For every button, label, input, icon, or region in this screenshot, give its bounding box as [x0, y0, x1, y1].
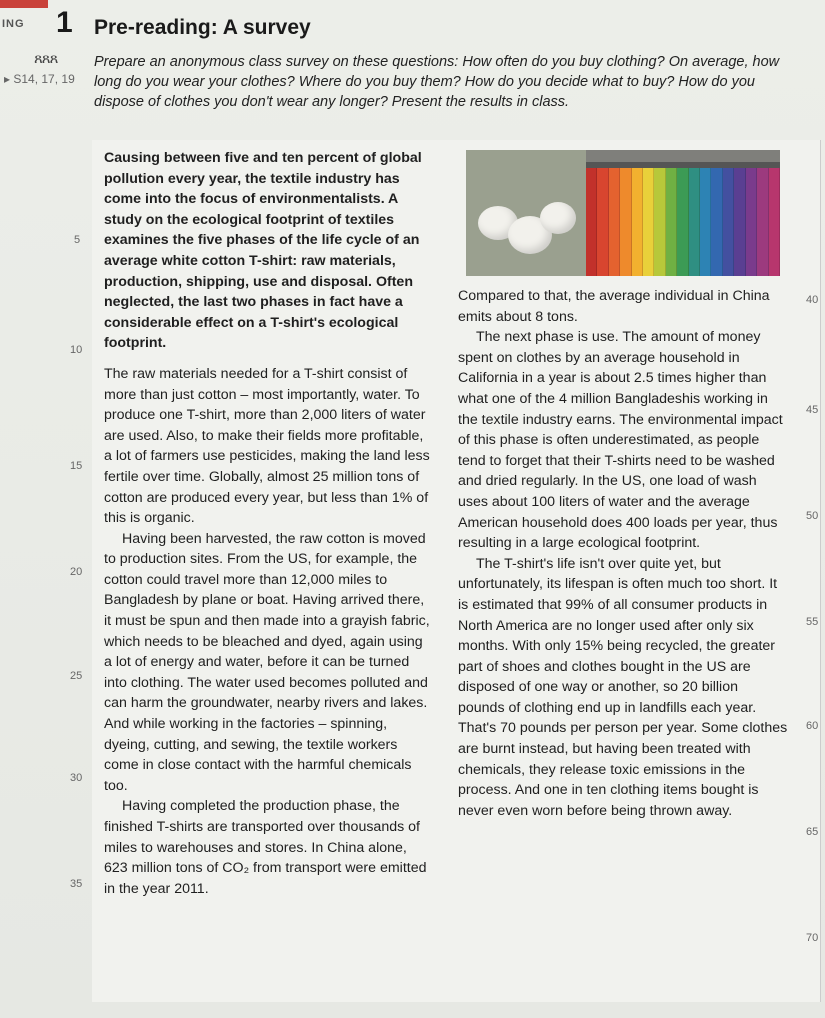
shirt-swatch	[757, 168, 768, 276]
line-number: 25	[70, 670, 83, 682]
exercise-title: Pre-reading: A survey	[94, 16, 311, 39]
paragraph-raw-materials: The raw materials needed for a T-shirt consist of more than just cotton – most importantly, water. To produce one T-shirt, more than 2,000 liters of water are used. Also, to make their fields more profitable, a lot of farmers use pesticides, making the land less fertile over time. Globally, almost 25 million tons of cotton are produced every year, but less than 1% of this is organic.	[104, 365, 430, 527]
shirt-swatch	[666, 168, 677, 276]
shirt-swatch	[654, 168, 665, 276]
shirt-swatch	[746, 168, 757, 276]
paragraph-shipping-cont: Compared to that, the average individual in China emits about 8 tons.	[458, 288, 770, 325]
article-column-right	[458, 286, 788, 821]
line-number: 50	[806, 510, 819, 522]
line-number: 65	[806, 826, 819, 838]
section-tab: ING	[2, 18, 25, 30]
section-color-bar	[0, 0, 48, 8]
line-number: 45	[806, 404, 819, 416]
shirt-swatch	[677, 168, 688, 276]
shirt-swatch	[586, 168, 597, 276]
line-number: 10	[70, 344, 83, 356]
paragraph-use: The next phase is use. The amount of money spent on clothes by an average household in California in a year is about 2.5 times higher than what one of the 4 million Bangladeshis working in the textile industry earns. The environmental impact of this phase is often underestimated, as people tend to forget that their T-shirts need to be washed and dried regularly. In the US, one load of wash uses about 100 liters of water and the average American household does 400 loads per year, thus resulting in a large ecological footprint.	[458, 329, 783, 552]
shirt-swatch	[632, 168, 643, 276]
shirt-swatch	[711, 168, 722, 276]
paragraph-production: Having been harvested, the raw cotton is moved to production sites. From the US, for example, the cotton could travel more than 12,000 miles to Bangladesh by plane or boat. Having arrived there, it must be spun and then made into a grayish fabric, which needs to be bleached and dyed, again using a lot of energy and water, before it can be turned into clothing. The water used becomes polluted and can harm the groundwater, nearby rivers and lakes. And while working in the factories – spinning, dyeing, cutting, and sewing, the textile workers come in close contact with the harmful chemicals too.	[104, 530, 430, 794]
shirt-swatch	[723, 168, 734, 276]
paragraph-disposal: The T-shirt's life isn't over quite yet, but unfortunately, its lifespan is often much too short. It is estimated that 99% of all consumer products in North America are no longer used after only six months. With only 15% being recycled, the greater part of shoes and clothes bought in the US are disposed of one way or another, so 20 billion pounds of clothing end up in landfills each year. That's 70 pounds per person per year. Some clothes are burnt instead, but having been treated with chemicals, they release toxic emissions in the process. And one in ten clothing items bought is never even worn before being thrown away.	[458, 555, 788, 819]
shirt-swatch	[609, 168, 620, 276]
tshirts-photo	[466, 150, 780, 276]
line-number: 70	[806, 932, 819, 944]
exercise-number: 1	[56, 6, 73, 39]
article-lead: Causing between five and ten percent of global pollution every year, the textile industry has come into the focus of environmentalists. A study on the ecological footprint of textiles examines the five phases of the life cycle of an average white cotton T-shirt: raw materials, production, shipping, use and disposal. Often neglected, the last two phases in fact have a considerable effect on a T-shirt's ecological footprint.	[104, 150, 422, 352]
colored-shirts-rack	[586, 168, 780, 276]
paragraph-shipping: Having completed the production phase, the finished T-shirts are transported over thousands of miles to warehouses and stores. In China alone, 623 million tons of CO₂ from transport were emitted in the year 2011.	[104, 798, 427, 897]
line-number: 35	[70, 878, 83, 890]
article-column-left	[104, 148, 434, 899]
shirt-swatch	[620, 168, 631, 276]
line-number: 40	[806, 294, 819, 306]
shirt-swatch	[769, 168, 780, 276]
line-number: 30	[70, 772, 83, 784]
shirt-swatch	[689, 168, 700, 276]
line-number: 20	[70, 566, 83, 578]
cotton-image	[466, 150, 586, 276]
line-number: 55	[806, 616, 819, 628]
shirt-swatch	[700, 168, 711, 276]
exercise-instructions: Prepare an anonymous class survey on these questions: How often do you buy clothing? On average, how long do you wear your clothes? Where do you buy them? How do you decide what to buy? How do you dispose of clothes you don't wear any longer? Present the results in class.	[94, 54, 780, 110]
skills-reference: ▸ S14, 17, 19	[4, 72, 75, 86]
line-number: 5	[74, 234, 81, 246]
line-number: 15	[70, 460, 83, 472]
line-number: 60	[806, 720, 819, 732]
group-work-icon: ጸጸጸ	[34, 50, 58, 67]
shirt-swatch	[734, 168, 745, 276]
shirt-swatch	[643, 168, 654, 276]
shirt-swatch	[597, 168, 608, 276]
